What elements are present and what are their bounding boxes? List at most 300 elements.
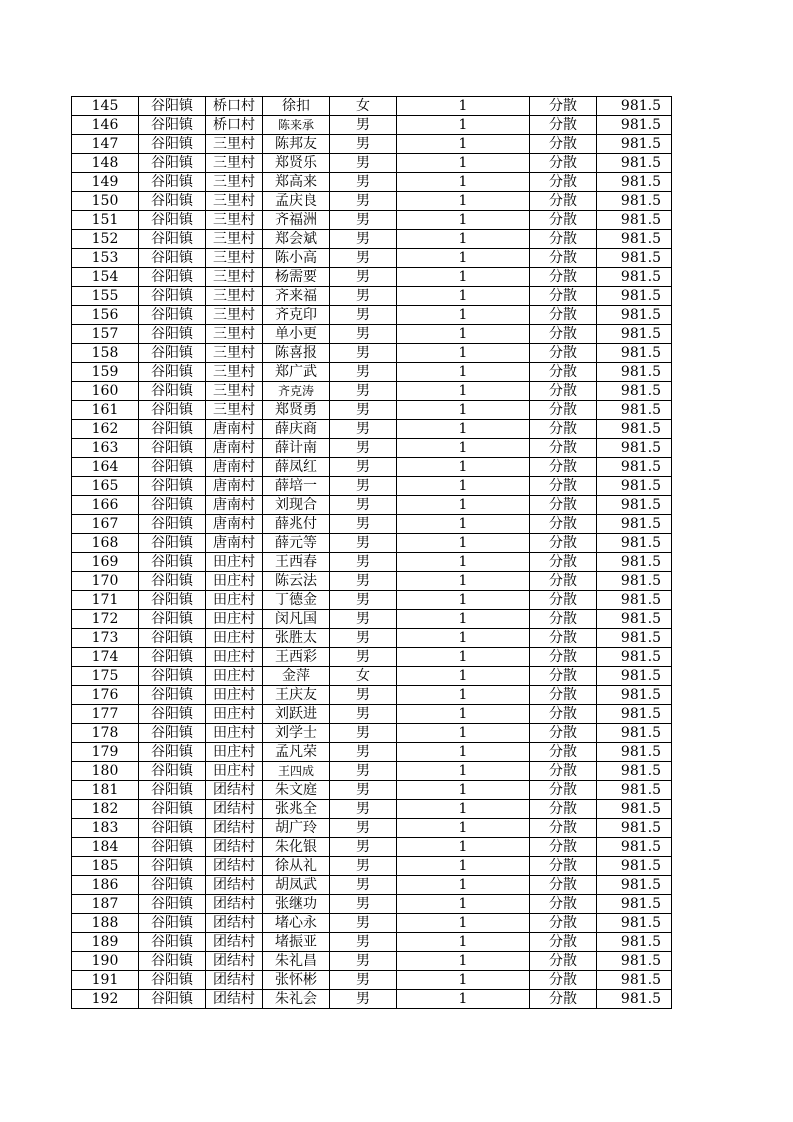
cell-amount: 981.5 — [597, 553, 672, 572]
cell-support-type: 分散 — [530, 914, 597, 933]
cell-village: 团结村 — [206, 781, 263, 800]
table-row — [72, 135, 672, 154]
cell-village: 田庄村 — [206, 705, 263, 724]
cell-amount: 981.5 — [597, 838, 672, 857]
table-row — [72, 990, 672, 1009]
table-row — [72, 249, 672, 268]
cell-count: 1 — [397, 97, 530, 116]
cell-village: 田庄村 — [206, 610, 263, 629]
cell-serial-number: 170 — [72, 572, 139, 591]
cell-support-type: 分散 — [530, 230, 597, 249]
cell-gender: 男 — [330, 496, 397, 515]
cell-amount: 981.5 — [597, 211, 672, 230]
cell-serial-number: 180 — [72, 762, 139, 781]
cell-amount: 981.5 — [597, 534, 672, 553]
table-row — [72, 534, 672, 553]
cell-support-type: 分散 — [530, 876, 597, 895]
cell-amount: 981.5 — [597, 648, 672, 667]
cell-name: 金萍 — [263, 667, 330, 686]
cell-gender: 男 — [330, 629, 397, 648]
cell-town: 谷阳镇 — [139, 363, 206, 382]
cell-amount: 981.5 — [597, 800, 672, 819]
cell-name: 张继功 — [263, 895, 330, 914]
cell-town: 谷阳镇 — [139, 97, 206, 116]
cell-town: 谷阳镇 — [139, 857, 206, 876]
cell-serial-number: 186 — [72, 876, 139, 895]
cell-village: 三里村 — [206, 306, 263, 325]
table-row — [72, 686, 672, 705]
cell-support-type: 分散 — [530, 667, 597, 686]
cell-amount: 981.5 — [597, 249, 672, 268]
cell-town: 谷阳镇 — [139, 192, 206, 211]
cell-town: 谷阳镇 — [139, 496, 206, 515]
cell-amount: 981.5 — [597, 401, 672, 420]
cell-town: 谷阳镇 — [139, 895, 206, 914]
cell-village: 团结村 — [206, 895, 263, 914]
cell-village: 三里村 — [206, 249, 263, 268]
cell-support-type: 分散 — [530, 838, 597, 857]
cell-gender: 男 — [330, 895, 397, 914]
cell-support-type: 分散 — [530, 306, 597, 325]
cell-name: 王庆友 — [263, 686, 330, 705]
cell-count: 1 — [397, 173, 530, 192]
cell-town: 谷阳镇 — [139, 648, 206, 667]
cell-name: 陈邦友 — [263, 135, 330, 154]
cell-village: 三里村 — [206, 230, 263, 249]
cell-gender: 男 — [330, 952, 397, 971]
cell-town: 谷阳镇 — [139, 401, 206, 420]
cell-support-type: 分散 — [530, 857, 597, 876]
cell-town: 谷阳镇 — [139, 249, 206, 268]
cell-village: 团结村 — [206, 990, 263, 1009]
cell-serial-number: 160 — [72, 382, 139, 401]
cell-count: 1 — [397, 610, 530, 629]
cell-gender: 男 — [330, 382, 397, 401]
cell-support-type: 分散 — [530, 458, 597, 477]
cell-count: 1 — [397, 952, 530, 971]
cell-town: 谷阳镇 — [139, 420, 206, 439]
cell-gender: 女 — [330, 97, 397, 116]
cell-count: 1 — [397, 648, 530, 667]
cell-amount: 981.5 — [597, 268, 672, 287]
cell-amount: 981.5 — [597, 952, 672, 971]
cell-village: 团结村 — [206, 838, 263, 857]
cell-village: 唐南村 — [206, 420, 263, 439]
cell-amount: 981.5 — [597, 458, 672, 477]
cell-village: 三里村 — [206, 211, 263, 230]
cell-village: 桥口村 — [206, 116, 263, 135]
cell-serial-number: 147 — [72, 135, 139, 154]
cell-village: 三里村 — [206, 401, 263, 420]
cell-serial-number: 179 — [72, 743, 139, 762]
cell-town: 谷阳镇 — [139, 268, 206, 287]
cell-name: 郑高来 — [263, 173, 330, 192]
cell-count: 1 — [397, 192, 530, 211]
cell-village: 三里村 — [206, 287, 263, 306]
cell-count: 1 — [397, 268, 530, 287]
cell-support-type: 分散 — [530, 952, 597, 971]
cell-town: 谷阳镇 — [139, 173, 206, 192]
cell-village: 团结村 — [206, 914, 263, 933]
cell-amount: 981.5 — [597, 857, 672, 876]
cell-serial-number: 150 — [72, 192, 139, 211]
table-row — [72, 477, 672, 496]
cell-name: 齐福洲 — [263, 211, 330, 230]
cell-count: 1 — [397, 439, 530, 458]
cell-count: 1 — [397, 477, 530, 496]
cell-amount: 981.5 — [597, 895, 672, 914]
cell-town: 谷阳镇 — [139, 211, 206, 230]
cell-town: 谷阳镇 — [139, 591, 206, 610]
cell-amount: 981.5 — [597, 705, 672, 724]
cell-name: 薛计南 — [263, 439, 330, 458]
cell-count: 1 — [397, 211, 530, 230]
cell-support-type: 分散 — [530, 686, 597, 705]
cell-count: 1 — [397, 401, 530, 420]
table-row — [72, 97, 672, 116]
cell-count: 1 — [397, 306, 530, 325]
cell-village: 田庄村 — [206, 667, 263, 686]
cell-amount: 981.5 — [597, 325, 672, 344]
cell-name: 薛兆付 — [263, 515, 330, 534]
cell-serial-number: 165 — [72, 477, 139, 496]
cell-gender: 男 — [330, 876, 397, 895]
cell-amount: 981.5 — [597, 439, 672, 458]
cell-count: 1 — [397, 591, 530, 610]
cell-count: 1 — [397, 686, 530, 705]
cell-name: 胡广玲 — [263, 819, 330, 838]
cell-serial-number: 152 — [72, 230, 139, 249]
cell-count: 1 — [397, 287, 530, 306]
cell-support-type: 分散 — [530, 382, 597, 401]
cell-amount: 981.5 — [597, 306, 672, 325]
cell-count: 1 — [397, 724, 530, 743]
cell-serial-number: 164 — [72, 458, 139, 477]
cell-amount: 981.5 — [597, 116, 672, 135]
table-row — [72, 344, 672, 363]
cell-gender: 男 — [330, 591, 397, 610]
cell-gender: 男 — [330, 743, 397, 762]
cell-name: 王西彩 — [263, 648, 330, 667]
cell-town: 谷阳镇 — [139, 515, 206, 534]
cell-count: 1 — [397, 933, 530, 952]
cell-amount: 981.5 — [597, 781, 672, 800]
cell-count: 1 — [397, 230, 530, 249]
cell-town: 谷阳镇 — [139, 477, 206, 496]
table-row — [72, 914, 672, 933]
cell-count: 1 — [397, 629, 530, 648]
cell-amount: 981.5 — [597, 762, 672, 781]
cell-serial-number: 181 — [72, 781, 139, 800]
cell-count: 1 — [397, 116, 530, 135]
cell-town: 谷阳镇 — [139, 344, 206, 363]
cell-name: 齐克印 — [263, 306, 330, 325]
cell-support-type: 分散 — [530, 363, 597, 382]
cell-village: 团结村 — [206, 800, 263, 819]
cell-amount: 981.5 — [597, 287, 672, 306]
cell-support-type: 分散 — [530, 496, 597, 515]
table-row — [72, 268, 672, 287]
cell-amount: 981.5 — [597, 382, 672, 401]
cell-town: 谷阳镇 — [139, 629, 206, 648]
cell-serial-number: 157 — [72, 325, 139, 344]
cell-town: 谷阳镇 — [139, 572, 206, 591]
cell-amount: 981.5 — [597, 420, 672, 439]
cell-village: 三里村 — [206, 382, 263, 401]
cell-serial-number: 178 — [72, 724, 139, 743]
cell-count: 1 — [397, 990, 530, 1009]
cell-town: 谷阳镇 — [139, 287, 206, 306]
cell-serial-number: 187 — [72, 895, 139, 914]
cell-support-type: 分散 — [530, 287, 597, 306]
cell-serial-number: 177 — [72, 705, 139, 724]
cell-gender: 男 — [330, 401, 397, 420]
cell-serial-number: 161 — [72, 401, 139, 420]
cell-amount: 981.5 — [597, 724, 672, 743]
cell-gender: 男 — [330, 572, 397, 591]
cell-name: 闵凡国 — [263, 610, 330, 629]
cell-village: 团结村 — [206, 857, 263, 876]
cell-support-type: 分散 — [530, 192, 597, 211]
cell-name: 朱化银 — [263, 838, 330, 857]
cell-support-type: 分散 — [530, 439, 597, 458]
table-row — [72, 705, 672, 724]
cell-village: 田庄村 — [206, 572, 263, 591]
cell-serial-number: 154 — [72, 268, 139, 287]
cell-town: 谷阳镇 — [139, 762, 206, 781]
cell-village: 三里村 — [206, 135, 263, 154]
cell-gender: 男 — [330, 762, 397, 781]
cell-support-type: 分散 — [530, 553, 597, 572]
cell-serial-number: 189 — [72, 933, 139, 952]
cell-gender: 男 — [330, 458, 397, 477]
cell-gender: 男 — [330, 154, 397, 173]
cell-town: 谷阳镇 — [139, 686, 206, 705]
cell-serial-number: 166 — [72, 496, 139, 515]
cell-support-type: 分散 — [530, 648, 597, 667]
table-row — [72, 287, 672, 306]
cell-count: 1 — [397, 857, 530, 876]
cell-town: 谷阳镇 — [139, 325, 206, 344]
cell-village: 唐南村 — [206, 439, 263, 458]
cell-gender: 男 — [330, 648, 397, 667]
cell-name: 薛凤红 — [263, 458, 330, 477]
cell-serial-number: 184 — [72, 838, 139, 857]
cell-town: 谷阳镇 — [139, 781, 206, 800]
cell-amount: 981.5 — [597, 230, 672, 249]
cell-gender: 男 — [330, 306, 397, 325]
cell-gender: 男 — [330, 230, 397, 249]
cell-town: 谷阳镇 — [139, 458, 206, 477]
cell-serial-number: 173 — [72, 629, 139, 648]
cell-gender: 男 — [330, 515, 397, 534]
cell-village: 唐南村 — [206, 496, 263, 515]
table-row — [72, 211, 672, 230]
cell-name: 朱礼会 — [263, 990, 330, 1009]
cell-count: 1 — [397, 249, 530, 268]
cell-amount: 981.5 — [597, 192, 672, 211]
cell-serial-number: 185 — [72, 857, 139, 876]
cell-gender: 男 — [330, 610, 397, 629]
cell-serial-number: 155 — [72, 287, 139, 306]
cell-serial-number: 190 — [72, 952, 139, 971]
cell-serial-number: 156 — [72, 306, 139, 325]
cell-town: 谷阳镇 — [139, 743, 206, 762]
cell-name: 郑贤乐 — [263, 154, 330, 173]
cell-amount: 981.5 — [597, 477, 672, 496]
table-row — [72, 648, 672, 667]
cell-gender: 男 — [330, 173, 397, 192]
cell-gender: 男 — [330, 781, 397, 800]
table-row — [72, 857, 672, 876]
cell-gender: 男 — [330, 971, 397, 990]
cell-support-type: 分散 — [530, 154, 597, 173]
cell-gender: 男 — [330, 344, 397, 363]
table-row — [72, 800, 672, 819]
cell-support-type: 分散 — [530, 173, 597, 192]
cell-village: 唐南村 — [206, 458, 263, 477]
cell-town: 谷阳镇 — [139, 610, 206, 629]
table-row — [72, 496, 672, 515]
cell-gender: 男 — [330, 116, 397, 135]
cell-gender: 男 — [330, 553, 397, 572]
cell-support-type: 分散 — [530, 97, 597, 116]
cell-support-type: 分散 — [530, 743, 597, 762]
cell-gender: 男 — [330, 705, 397, 724]
cell-gender: 男 — [330, 325, 397, 344]
table-row — [72, 762, 672, 781]
cell-village: 唐南村 — [206, 477, 263, 496]
cell-town: 谷阳镇 — [139, 876, 206, 895]
cell-town: 谷阳镇 — [139, 116, 206, 135]
cell-serial-number: 172 — [72, 610, 139, 629]
cell-town: 谷阳镇 — [139, 838, 206, 857]
cell-name: 张兆全 — [263, 800, 330, 819]
table-row — [72, 572, 672, 591]
cell-name: 薛庆商 — [263, 420, 330, 439]
cell-serial-number: 149 — [72, 173, 139, 192]
table-row — [72, 971, 672, 990]
cell-count: 1 — [397, 135, 530, 154]
cell-serial-number: 148 — [72, 154, 139, 173]
cell-name: 张怀彬 — [263, 971, 330, 990]
cell-name: 朱文庭 — [263, 781, 330, 800]
table-row — [72, 325, 672, 344]
table-row — [72, 781, 672, 800]
cell-village: 田庄村 — [206, 629, 263, 648]
cell-serial-number: 176 — [72, 686, 139, 705]
cell-amount: 981.5 — [597, 914, 672, 933]
cell-count: 1 — [397, 876, 530, 895]
cell-support-type: 分散 — [530, 705, 597, 724]
cell-name: 孟凡荣 — [263, 743, 330, 762]
cell-count: 1 — [397, 515, 530, 534]
cell-gender: 男 — [330, 838, 397, 857]
cell-name: 陈小高 — [263, 249, 330, 268]
cell-support-type: 分散 — [530, 610, 597, 629]
cell-gender: 男 — [330, 249, 397, 268]
cell-name: 堵振亚 — [263, 933, 330, 952]
cell-count: 1 — [397, 325, 530, 344]
cell-amount: 981.5 — [597, 135, 672, 154]
cell-town: 谷阳镇 — [139, 990, 206, 1009]
cell-village: 三里村 — [206, 268, 263, 287]
cell-gender: 男 — [330, 990, 397, 1009]
table-row — [72, 591, 672, 610]
cell-name: 丁德金 — [263, 591, 330, 610]
cell-name: 刘跃进 — [263, 705, 330, 724]
cell-name: 刘现合 — [263, 496, 330, 515]
cell-amount: 981.5 — [597, 876, 672, 895]
cell-gender: 男 — [330, 686, 397, 705]
table-row — [72, 952, 672, 971]
table-row — [72, 838, 672, 857]
cell-count: 1 — [397, 667, 530, 686]
cell-name: 郑会斌 — [263, 230, 330, 249]
table-row — [72, 306, 672, 325]
cell-amount: 981.5 — [597, 971, 672, 990]
cell-serial-number: 145 — [72, 97, 139, 116]
cell-count: 1 — [397, 762, 530, 781]
cell-serial-number: 192 — [72, 990, 139, 1009]
cell-village: 三里村 — [206, 192, 263, 211]
beneficiary-table — [71, 96, 672, 1009]
table-row — [72, 439, 672, 458]
cell-gender: 男 — [330, 363, 397, 382]
cell-gender: 男 — [330, 914, 397, 933]
cell-support-type: 分散 — [530, 325, 597, 344]
cell-serial-number: 158 — [72, 344, 139, 363]
cell-town: 谷阳镇 — [139, 914, 206, 933]
cell-name: 齐克涛 — [263, 382, 330, 401]
cell-village: 田庄村 — [206, 591, 263, 610]
cell-gender: 男 — [330, 800, 397, 819]
cell-support-type: 分散 — [530, 116, 597, 135]
cell-name: 单小更 — [263, 325, 330, 344]
cell-count: 1 — [397, 743, 530, 762]
table-row — [72, 154, 672, 173]
cell-amount: 981.5 — [597, 743, 672, 762]
cell-support-type: 分散 — [530, 420, 597, 439]
cell-count: 1 — [397, 572, 530, 591]
cell-serial-number: 151 — [72, 211, 139, 230]
cell-village: 三里村 — [206, 344, 263, 363]
cell-gender: 男 — [330, 477, 397, 496]
cell-serial-number: 175 — [72, 667, 139, 686]
table-row — [72, 553, 672, 572]
cell-support-type: 分散 — [530, 800, 597, 819]
cell-name: 胡凤武 — [263, 876, 330, 895]
cell-amount: 981.5 — [597, 667, 672, 686]
cell-serial-number: 153 — [72, 249, 139, 268]
cell-amount: 981.5 — [597, 933, 672, 952]
cell-support-type: 分散 — [530, 724, 597, 743]
cell-support-type: 分散 — [530, 591, 597, 610]
cell-name: 陈云法 — [263, 572, 330, 591]
cell-name: 堵心永 — [263, 914, 330, 933]
cell-count: 1 — [397, 420, 530, 439]
cell-gender: 男 — [330, 819, 397, 838]
cell-gender: 男 — [330, 287, 397, 306]
cell-gender: 男 — [330, 933, 397, 952]
table-body — [72, 97, 672, 1009]
cell-village: 田庄村 — [206, 648, 263, 667]
cell-support-type: 分散 — [530, 933, 597, 952]
cell-serial-number: 146 — [72, 116, 139, 135]
cell-name: 郑贤勇 — [263, 401, 330, 420]
cell-serial-number: 171 — [72, 591, 139, 610]
cell-amount: 981.5 — [597, 515, 672, 534]
